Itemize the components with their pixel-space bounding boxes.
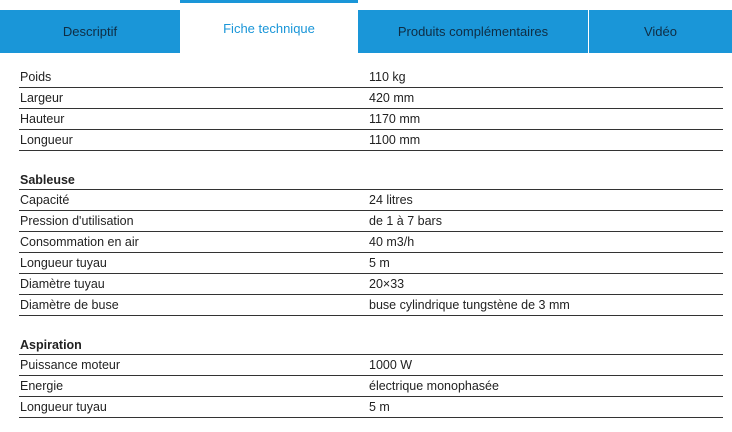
spec-row <box>19 253 723 274</box>
spec-value: de 1 à 7 bars <box>369 214 442 228</box>
spec-row <box>19 295 723 316</box>
spec-row <box>19 130 723 151</box>
spec-value: buse cylindrique tungstène de 3 mm <box>369 298 570 312</box>
spec-key: Largeur <box>20 91 64 105</box>
spec-value: 1100 mm <box>369 133 421 147</box>
spec-key: Hauteur <box>20 112 65 126</box>
spec-row <box>19 397 723 418</box>
spec-key: Diamètre tuyau <box>20 277 105 291</box>
spec-value: 40 m3/h <box>369 235 415 249</box>
spec-key: Energie <box>20 379 64 393</box>
spec-row <box>19 109 723 130</box>
tab-video[interactable]: Vidéo <box>588 10 732 53</box>
spec-key: Longueur tuyau <box>20 400 107 414</box>
spec-row <box>19 232 723 253</box>
spec-key: Capacité <box>20 193 70 207</box>
spec-key: Poids <box>20 70 52 84</box>
spec-value: 110 kg <box>369 70 406 84</box>
section-title-sableuse: Sableuse <box>19 170 723 190</box>
spec-value: 20×33 <box>369 277 405 291</box>
spec-row <box>19 67 723 88</box>
spec-key: Puissance moteur <box>20 358 121 372</box>
tab-descriptif[interactable]: Descriptif <box>0 10 180 53</box>
spec-row <box>19 355 723 376</box>
spec-row <box>19 376 723 397</box>
spec-row <box>19 88 723 109</box>
spec-key: Longueur tuyau <box>20 256 107 270</box>
spec-key: Pression d'utilisation <box>20 214 134 228</box>
spec-key: Diamètre de buse <box>20 298 119 312</box>
spec-value: 5 m <box>369 400 390 414</box>
spec-value: 420 mm <box>369 91 415 105</box>
spec-key: Consommation en air <box>20 235 139 249</box>
spec-row <box>19 190 723 211</box>
section-title-aspiration: Aspiration <box>19 335 723 355</box>
spec-row <box>19 274 723 295</box>
spec-key: Longueur <box>20 133 73 147</box>
spec-table <box>19 67 723 418</box>
spec-value: 1170 mm <box>369 112 421 126</box>
spec-value: 5 m <box>369 256 390 270</box>
spec-value: électrique monophasée <box>369 379 499 393</box>
spec-value: 24 litres <box>369 193 413 207</box>
tab-fiche-technique[interactable]: Fiche technique <box>180 0 358 53</box>
tab-bar <box>0 0 732 53</box>
tab-produits-complementaires[interactable]: Produits complémentaires <box>358 10 588 53</box>
spec-value: 1000 W <box>369 358 413 372</box>
spec-row <box>19 211 723 232</box>
